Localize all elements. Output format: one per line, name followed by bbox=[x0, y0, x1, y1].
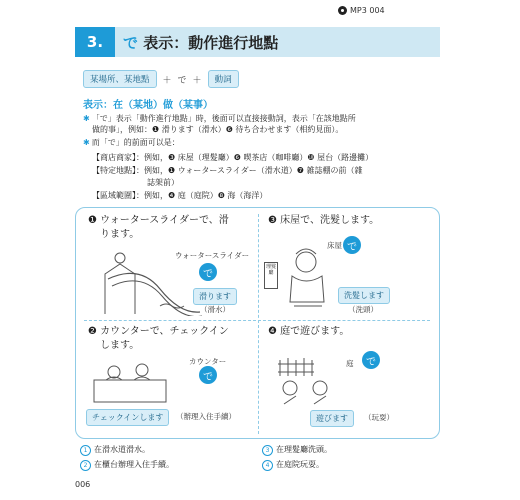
formula-de: で bbox=[177, 75, 187, 86]
verb-gloss-3: （洗頭） bbox=[348, 305, 378, 314]
explanation-line: ✱ 而「で」的前面可以是： bbox=[83, 138, 180, 147]
meaning-heading: 表示：在（某地）做（某事） bbox=[83, 100, 213, 111]
de-bubble: で bbox=[199, 263, 217, 281]
verb-gloss-4: （玩耍） bbox=[364, 413, 394, 422]
verb-box-3: 洗髮します bbox=[338, 287, 390, 304]
verb-gloss-1: （滑水） bbox=[200, 305, 230, 314]
formula-verb: 動詞 bbox=[208, 70, 239, 88]
de-bubble: で bbox=[199, 366, 217, 384]
section-title-text: 表示：動作進行地點 bbox=[138, 33, 279, 52]
de-bubble: で bbox=[343, 236, 361, 254]
formula-place: 某場所、某地點 bbox=[83, 70, 157, 88]
disc-icon bbox=[338, 6, 347, 15]
audio-track-label bbox=[338, 6, 385, 15]
formula-plus: ＋ bbox=[162, 75, 172, 86]
translation-1: 1 在滑水道滑水。 bbox=[80, 444, 150, 456]
card-divider bbox=[258, 214, 260, 434]
category-line: 【特定地點】：例如，❶ ウォータースライダー（滑水道）❼ 雑誌棚の前（雜 bbox=[92, 166, 363, 175]
verb-box-1: 滑ります bbox=[193, 288, 237, 305]
category-line: 【商店商家】：例如，❸ 床屋（理髮廳）❻ 喫茶店（咖啡廳）❿ 屋台（路邊攤） bbox=[92, 153, 374, 162]
place-label-3: 床屋 bbox=[327, 241, 342, 250]
garden-illustration bbox=[276, 346, 356, 406]
barber-sign: 理髮廳 bbox=[264, 262, 278, 289]
section-number: 3. bbox=[75, 27, 115, 57]
verb-box-2: チェックインします bbox=[86, 409, 169, 426]
example-sentence-1: ❶ ウォータースライダーで、滑 ります。 bbox=[88, 215, 229, 240]
section-particle: で bbox=[123, 33, 139, 52]
audio-track-text: MP3 004 bbox=[350, 6, 385, 15]
example-sentence-2: ❷ カウンターで、チェックイン します。 bbox=[88, 326, 229, 351]
explanation-line: 做的事」，例如：❶ 滑ります（滑水）❻ 待ち合わせます（相約見面）。 bbox=[92, 125, 344, 134]
category-line: 誌架前） bbox=[147, 178, 179, 187]
verb-gloss-2: （辦理入住手續） bbox=[176, 412, 236, 421]
grammar-formula bbox=[83, 70, 239, 88]
example-sentence-3: ❸ 床屋で、洗髮します。 bbox=[268, 215, 380, 226]
de-bubble: で bbox=[362, 351, 380, 369]
verb-box-4: 遊びます bbox=[310, 410, 354, 427]
page-number: 006 bbox=[75, 480, 91, 489]
explanation-line: ✱ 「で」表示「動作進行地點」時，後面可以直接接動詞，表示「在該地點所 bbox=[83, 114, 356, 123]
example-sentence-4: ❹ 庭で遊びます。 bbox=[268, 326, 350, 337]
counter-illustration bbox=[92, 358, 172, 406]
translation-3: 3 在理髮廳洗頭。 bbox=[262, 444, 332, 456]
translation-2: 2 在櫃台辦理入住手續。 bbox=[80, 459, 174, 471]
section-title bbox=[123, 32, 278, 53]
section-banner bbox=[75, 27, 440, 57]
place-label-4: 庭 bbox=[346, 359, 354, 368]
place-label-1: ウォータースライダー bbox=[175, 251, 250, 260]
formula-plus: ＋ bbox=[192, 75, 202, 86]
translation-4: 4 在庭院玩耍。 bbox=[262, 459, 324, 471]
category-line: 【區域範圍】：例如，❹ 庭（庭院）❽ 海（海洋） bbox=[92, 191, 268, 200]
card-divider bbox=[84, 320, 430, 322]
place-label-2: カウンター bbox=[189, 357, 227, 366]
